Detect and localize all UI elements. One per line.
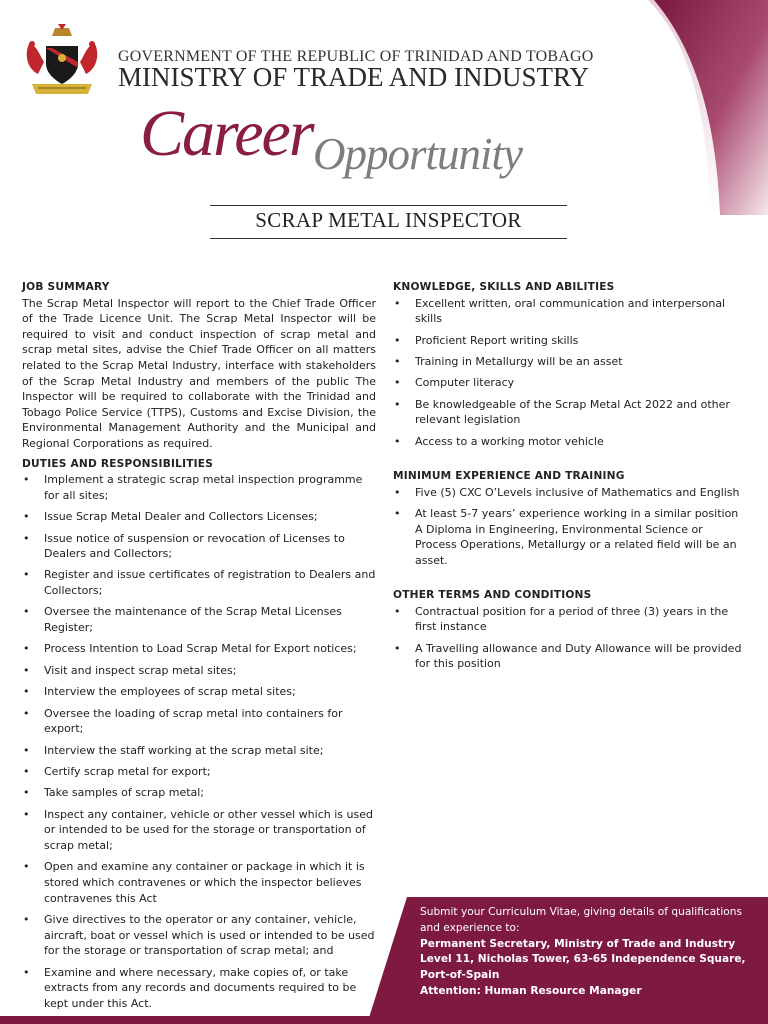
- title-bottom-rule: [210, 238, 567, 239]
- submit-address: Level 11, Nicholas Tower, 63-65 Independence Square,: [420, 953, 746, 966]
- government-name: GOVERNMENT OF THE REPUBLIC OF TRINIDAD AND TOBAGO: [118, 48, 594, 65]
- submit-intro: Submit your Curriculum Vitae, giving details of qualifications and experience to:: [420, 906, 742, 934]
- list-item: • Access to a working motor vehicle: [393, 434, 745, 450]
- ksa-heading: KNOWLEDGE, SKILLS AND ABILITIES: [393, 281, 615, 293]
- list-item: • Process Intention to Load Scrap Metal for Export notices;: [22, 641, 376, 657]
- list-item: • Implement a strategic scrap metal inspection programme for all sites;: [22, 472, 376, 503]
- experience-list: [393, 485, 745, 569]
- list-item: • Take samples of scrap metal;: [22, 785, 376, 801]
- career-heading: Career: [140, 97, 313, 170]
- list-item: • Certify scrap metal for export;: [22, 764, 376, 780]
- duties-list: [22, 472, 376, 1011]
- opportunity-heading: Opportunity: [313, 129, 522, 179]
- list-item: • Be knowledgeable of the Scrap Metal Act 2022 and other relevant legislation: [393, 397, 745, 428]
- ksa-list: [393, 296, 745, 450]
- list-item: • Examine and where necessary, make copies of, or take extracts from any records and documents required to be kept under this Act.: [22, 965, 376, 1012]
- submit-recipient: Permanent Secretary, Ministry of Trade and Industry: [420, 937, 736, 950]
- list-item: • Five (5) CXC O’Levels inclusive of Mathematics and English: [393, 485, 745, 501]
- list-item: • At least 5-7 years’ experience working in a similar position A Diploma in Engineering, Environmental Science or Process Operations, Metallurgy or a related field will be an asset.: [393, 506, 745, 568]
- list-item: • Inspect any container, vehicle or other vessel which is used or intended to be used for the storage or transportation of scrap metal;: [22, 807, 376, 854]
- title-top-rule: [210, 205, 567, 206]
- list-item: • Register and issue certificates of registration to Dealers and Collectors;: [22, 567, 376, 598]
- job-summary-text: The Scrap Metal Inspector will report to the Chief Trade Officer of the Trade Licence Unit. The Scrap Metal Inspector will be required to visit and conduct inspection of scrap metal and scrap metal sites, advise the Chief Trade Officer on all matters related to the Scrap Metal Industry, interface with stakeholders of the Scrap Metal Industry and members of the public The Inspector will be required to collaborate with the Trinidad and Tobago Police Service (TTPS), Customs and Excise Division, the Environmental Management Authority and the Municipal and Regional Corporations as required.: [22, 296, 376, 450]
- job-summary-heading: JOB SUMMARY: [22, 281, 110, 293]
- list-item: • Contractual position for a period of three (3) years in the first instance: [393, 604, 745, 635]
- coat-of-arms-emblem: [22, 22, 102, 100]
- list-item: • Visit and inspect scrap metal sites;: [22, 663, 376, 679]
- submit-instructions: [420, 905, 755, 1000]
- list-item: • Issue notice of suspension or revocation of Licenses to Dealers and Collectors;: [22, 531, 376, 562]
- job-title: SCRAP METAL INSPECTOR: [255, 208, 522, 232]
- submit-city: Port-of-Spain: [420, 969, 500, 982]
- list-item: • Oversee the loading of scrap metal into containers for export;: [22, 706, 376, 737]
- list-item: • Interview the staff working at the scrap metal site;: [22, 743, 376, 759]
- duties-heading: DUTIES AND RESPONSIBILITIES: [22, 457, 214, 470]
- list-item: • Interview the employees of scrap metal sites;: [22, 684, 376, 700]
- list-item: • Open and examine any container or package in which it is stored which contravenes or which the inspector believes contravenes this Act: [22, 859, 376, 906]
- submit-attention: Attention: Human Resource Manager: [420, 984, 642, 997]
- list-item: • Computer literacy: [393, 375, 745, 391]
- list-item: • Oversee the maintenance of the Scrap Metal Licenses Register;: [22, 604, 376, 635]
- list-item: • Issue Scrap Metal Dealer and Collectors Licenses;: [22, 509, 376, 525]
- list-item: • Proficient Report writing skills: [393, 333, 745, 349]
- terms-heading: OTHER TERMS AND CONDITIONS: [393, 589, 592, 602]
- list-item: • Training in Metallurgy will be an asset: [393, 354, 745, 370]
- ministry-name: MINISTRY OF TRADE AND INDUSTRY: [118, 62, 590, 92]
- list-item: • Excellent written, oral communication and interpersonal skills: [393, 296, 745, 327]
- left-column: [22, 280, 376, 1017]
- corner-swoosh-decoration: [648, 0, 768, 215]
- list-item: • A Travelling allowance and Duty Allowance will be provided for this position: [393, 641, 745, 672]
- experience-heading: MINIMUM EXPERIENCE AND TRAINING: [393, 470, 625, 483]
- terms-list: [393, 604, 745, 672]
- list-item: • Give directives to the operator or any container, vehicle, aircraft, boat or vessel which is used or intended to be used for the storage or transportation of scrap metal; and: [22, 912, 376, 959]
- right-column: [393, 280, 745, 678]
